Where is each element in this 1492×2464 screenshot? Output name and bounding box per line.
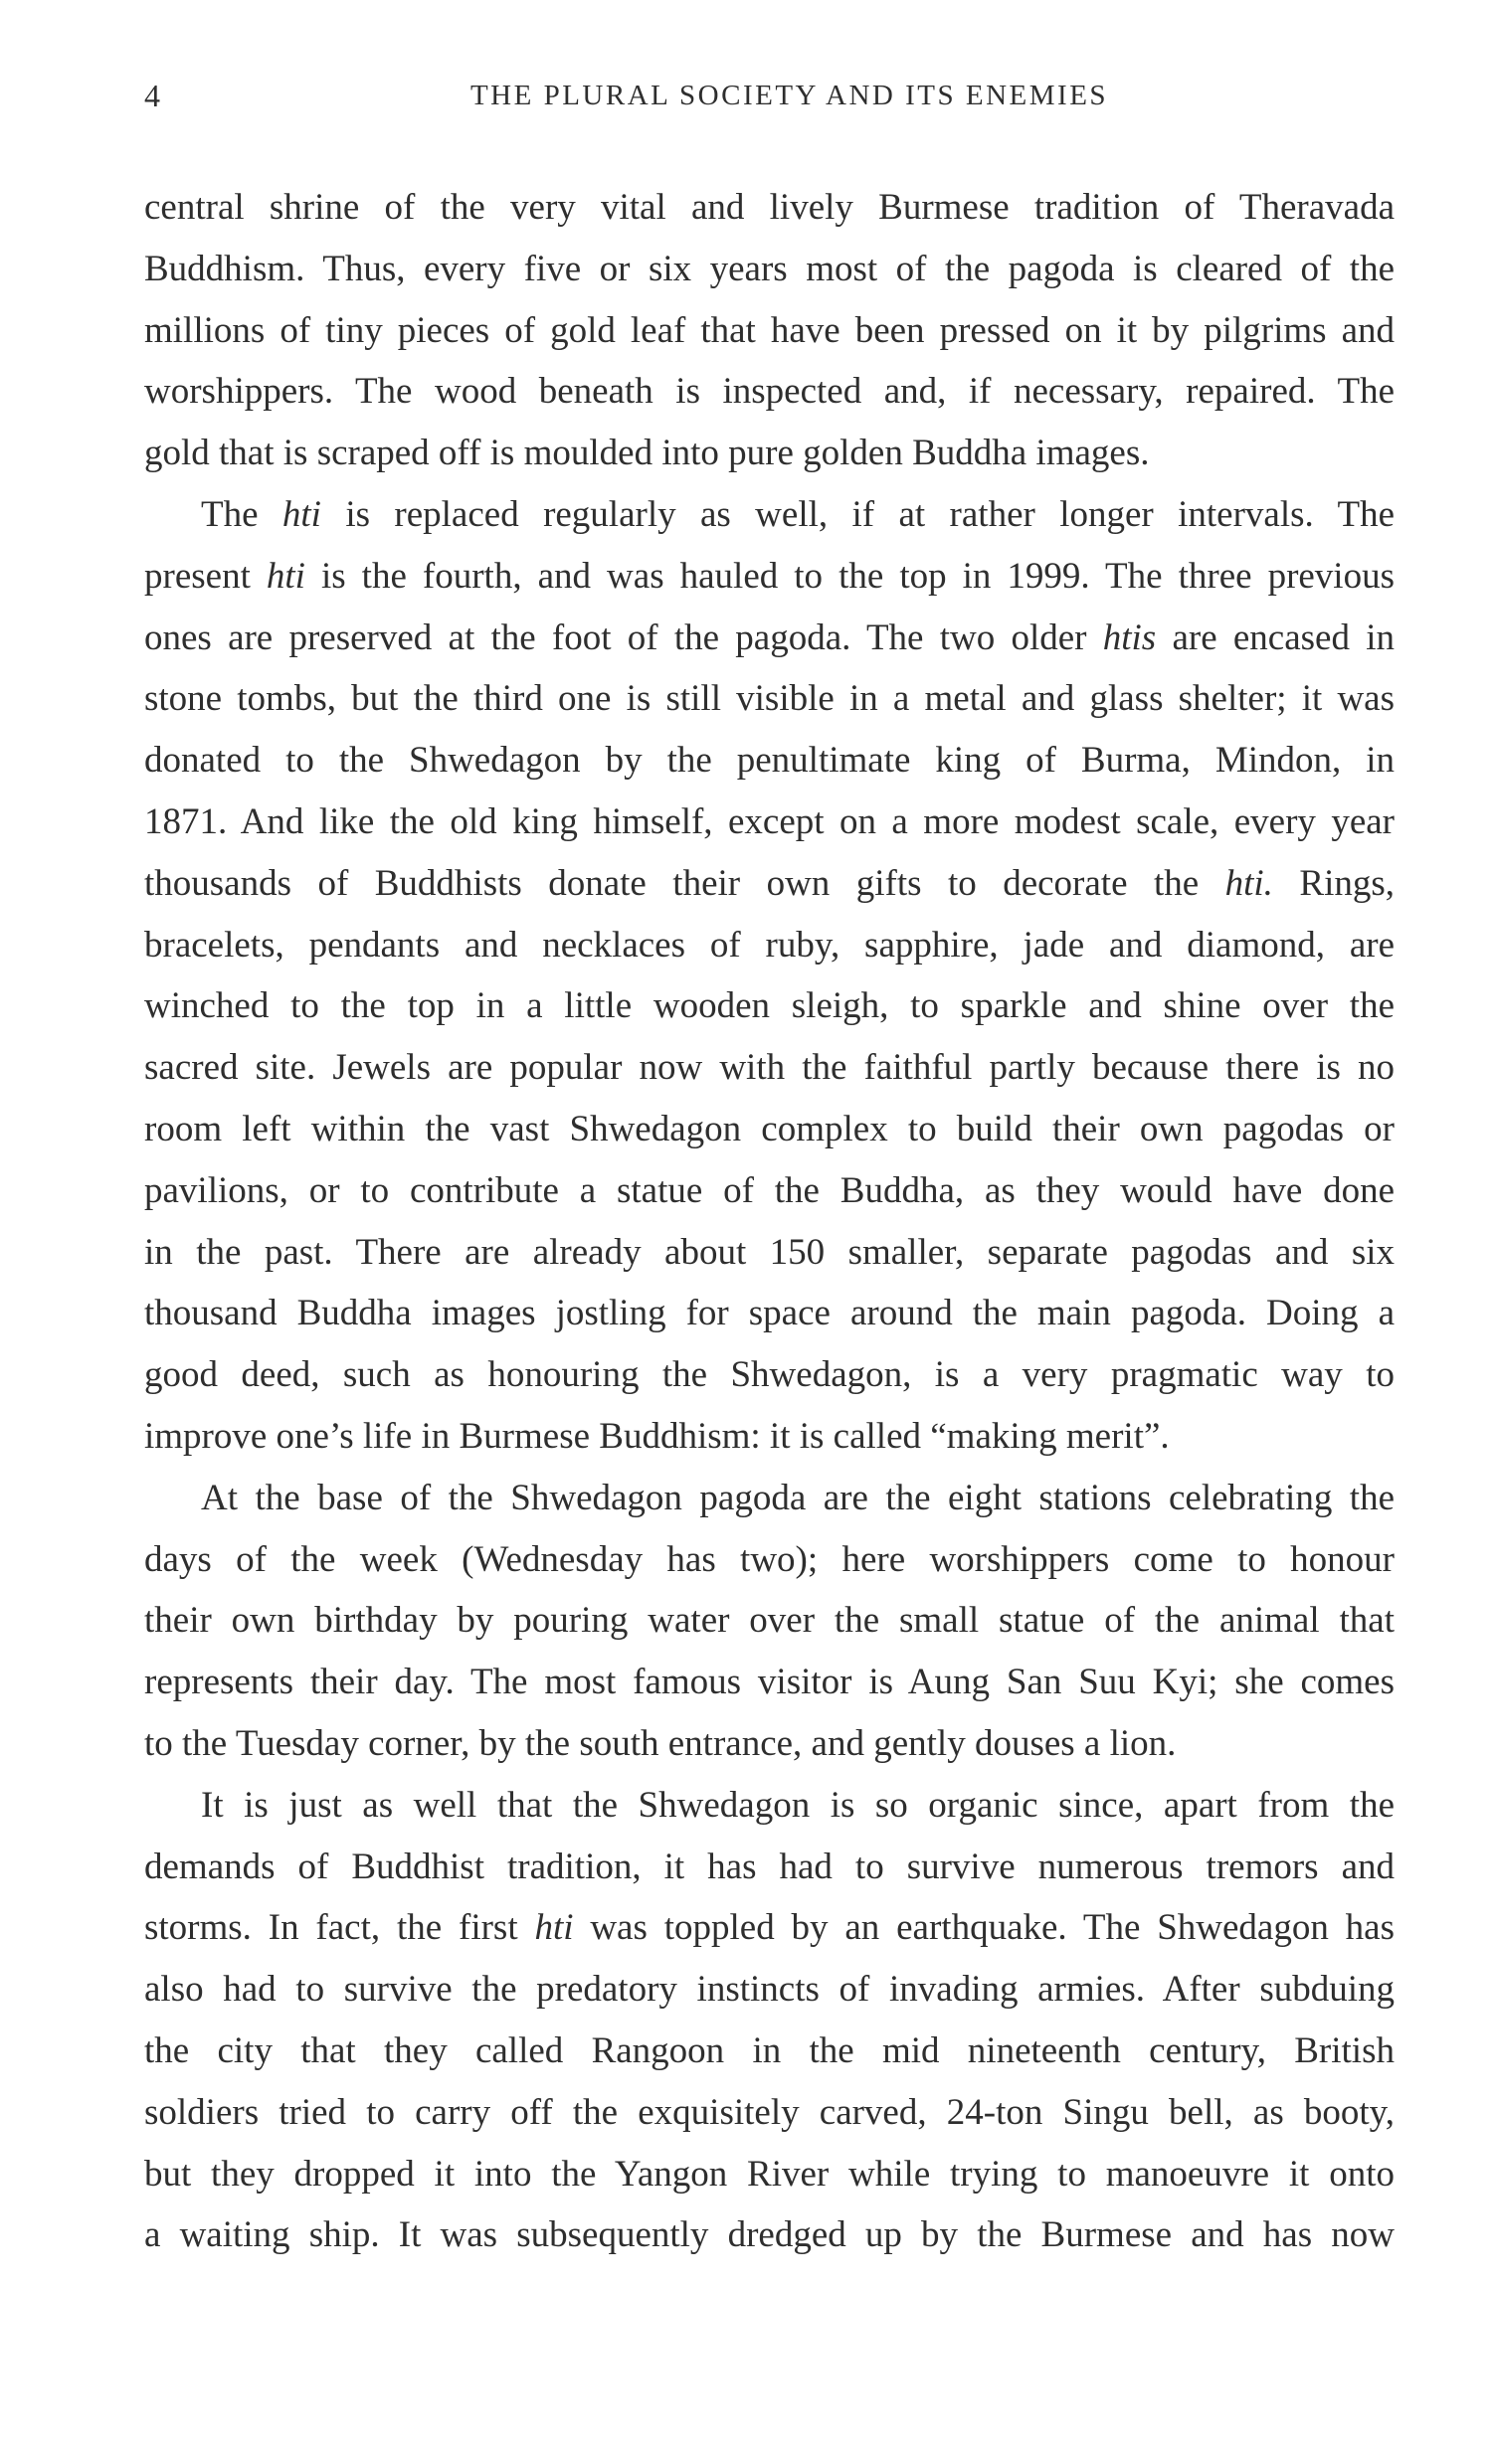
text-line: [144, 1775, 1395, 1837]
text-run: gold that is scraped off is moulded into pure golden Buddha images.: [144, 433, 1150, 474]
text-run: to the Tuesday corner, by the south entrance, and gently douses a lion.: [144, 1722, 1177, 1764]
text-line: [144, 1344, 1395, 1406]
text-run: but they dropped it into the Yangon River while trying to manoeuvre it onto: [144, 2153, 1395, 2195]
text-run: worshippers. The wood beneath is inspected and, if necessary, repaired. The: [144, 371, 1395, 413]
text-line: [144, 177, 1395, 239]
text-line: [144, 1222, 1395, 1284]
text-run: represents their day. The most famous visitor is Aung San Suu Kyi; she comes: [144, 1662, 1395, 1703]
text-line: [144, 1959, 1395, 2021]
text-run: At the base of the Shwedagon pagoda are the eight stations celebrating the: [201, 1477, 1395, 1518]
text-run: Rings,: [1272, 862, 1396, 904]
text-run: their own birthday by pouring water over the small statue of the animal that: [144, 1600, 1395, 1642]
text-line: [144, 1468, 1395, 1529]
text-line: [144, 1529, 1395, 1591]
italic-term: hti: [281, 493, 321, 535]
page-number: 4: [144, 78, 160, 113]
text-run: millions of tiny pieces of gold leaf that have been pressed on it by pilgrims and: [144, 309, 1395, 351]
text-line: [144, 1037, 1395, 1099]
text-line: [144, 1713, 1395, 1775]
text-line: [144, 608, 1395, 669]
text-run: soldiers tried to carry off the exquisitely carved, 24-ton Singu bell, as booty,: [144, 2091, 1395, 2133]
text-line: [144, 2204, 1395, 2266]
text-line: [144, 239, 1395, 300]
text-line: [144, 975, 1395, 1037]
text-run: winched to the top in a little wooden sleigh, to sparkle and shine over the: [144, 985, 1395, 1027]
text-run: room left within the vast Shwedagon complex to build their own pagodas or: [144, 1108, 1395, 1149]
italic-term: hti: [266, 555, 305, 597]
text-line: [144, 2144, 1395, 2205]
text-run: Buddhism. Thus, every five or six years most of the pagoda is cleared of the: [144, 248, 1395, 289]
text-run: thousand Buddha images jostling for space around the main pagoda. Doing a: [144, 1293, 1395, 1334]
text-line: [144, 484, 1395, 546]
text-run: in the past. There are already about 150 smaller, separate pagodas and six: [144, 1231, 1395, 1273]
text-run: is replaced regularly as well, if at rather longer intervals. The: [320, 493, 1395, 535]
text-line: [144, 300, 1395, 362]
text-line: [144, 668, 1395, 730]
text-line: [144, 792, 1395, 853]
text-run: bracelets, pendants and necklaces of ruby, sapphire, jade and diamond, are: [144, 924, 1395, 966]
text-line: [144, 361, 1395, 423]
paragraph: [144, 1775, 1395, 2266]
text-run: pavilions, or to contribute a statue of the Buddha, as they would have done: [144, 1169, 1395, 1211]
running-title: THE PLURAL SOCIETY AND ITS ENEMIES: [469, 80, 1109, 111]
text-run: a waiting ship. It was subsequently dredged up by the Burmese and has now: [144, 2214, 1395, 2256]
italic-term: hti.: [1224, 862, 1273, 904]
text-run: sacred site. Jewels are popular now with the faithful partly because there is no: [144, 1047, 1395, 1089]
text-line: [144, 1590, 1395, 1652]
text-line: [144, 546, 1395, 608]
text-line: [144, 1652, 1395, 1713]
text-run: was toppled by an earthquake. The Shwedagon has: [573, 1907, 1395, 1949]
text-run: stone tombs, but the third one is still visible in a metal and glass shelter; it was: [144, 678, 1395, 720]
text-line: [144, 1837, 1395, 1898]
text-run: also had to survive the predatory instincts of invading armies. After subduing: [144, 1969, 1395, 2011]
text-run: The: [201, 493, 282, 535]
text-run: days of the week (Wednesday has two); here worshippers come to honour: [144, 1538, 1395, 1580]
text-run: ones are preserved at the foot of the pagoda. The two older: [144, 616, 1103, 658]
text-run: 1871. And like the old king himself, except on a more modest scale, every year: [144, 800, 1395, 842]
text-run: improve one’s life in Burmese Buddhism: it is called “making merit”.: [144, 1415, 1170, 1457]
text-run: thousands of Buddhists donate their own gifts to decorate the: [144, 862, 1225, 904]
text-run: are encased in: [1156, 616, 1395, 658]
text-line: [144, 1406, 1395, 1468]
text-run: the city that they called Rangoon in the mid nineteenth century, British: [144, 2029, 1395, 2071]
text-line: [144, 853, 1395, 915]
text-line: [144, 2021, 1395, 2082]
paragraph: [144, 484, 1395, 1468]
text-line: [144, 423, 1395, 484]
text-run: storms. In fact, the first: [144, 1907, 535, 1949]
italic-term: htis: [1102, 616, 1157, 658]
text-line: [144, 1283, 1395, 1344]
italic-term: hti: [534, 1907, 574, 1949]
text-line: [144, 2082, 1395, 2144]
text-run: demands of Buddhist tradition, it has had to survive numerous tremors and: [144, 1846, 1395, 1887]
text-line: [144, 1160, 1395, 1222]
text-run: is the fourth, and was hauled to the top in 1999. The three previous: [304, 555, 1395, 597]
text-run: donated to the Shwedagon by the penultimate king of Burma, Mindon, in: [144, 740, 1395, 782]
text-run: present: [144, 555, 267, 597]
body-text: [144, 177, 1395, 2266]
paragraph: [144, 177, 1395, 484]
text-line: [144, 1099, 1395, 1160]
text-run: central shrine of the very vital and lively Burmese tradition of Theravada: [144, 187, 1395, 228]
text-line: [144, 730, 1395, 792]
paragraph: [144, 1468, 1395, 1775]
text-line: [144, 1897, 1395, 1959]
text-line: [144, 915, 1395, 976]
text-run: It is just as well that the Shwedagon is so organic since, apart from the: [201, 1784, 1395, 1826]
text-run: good deed, such as honouring the Shwedagon, is a very pragmatic way to: [144, 1354, 1395, 1396]
running-head: [144, 78, 1395, 117]
